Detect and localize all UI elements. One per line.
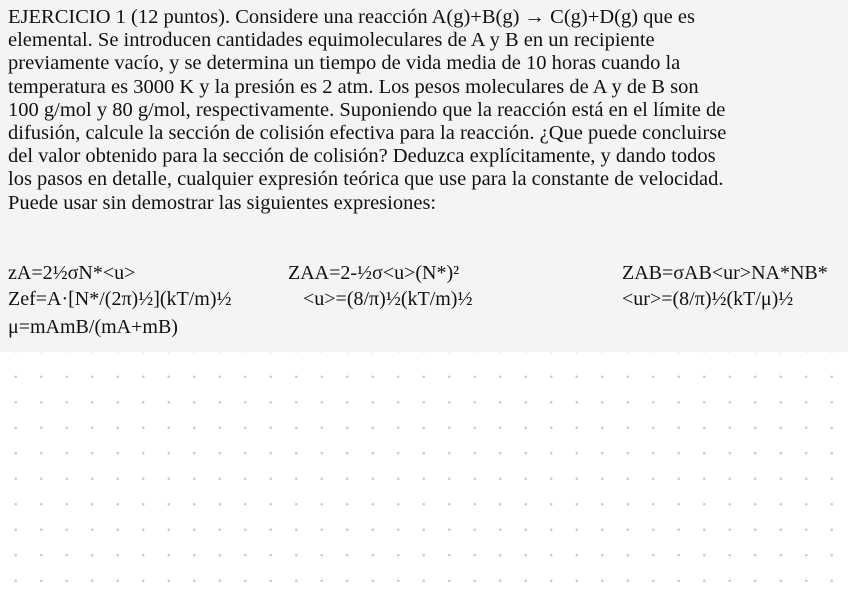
formula-mean-speed: <u>=(8/π)½(kT/m)½	[303, 288, 473, 310]
statement-line-7: del valor obtenido para la sección de colisión? Deduzca explícitamente, y dando todos	[8, 145, 716, 168]
statement-line-1: EJERCICIO 1 (12 puntos). Considere una reacción A(g)+B(g) → C(g)+D(g) que es	[8, 6, 695, 28]
statement-line-3: previamente vacío, y se determina un tiempo de vida media de 10 horas cuando la	[8, 52, 681, 75]
statement-line-6: difusión, calcule la sección de colisión efectiva para la reacción. ¿Que puede concluirse	[8, 122, 727, 145]
formula-za: zA=2½σN*<u>	[8, 262, 136, 284]
dotted-grid-area	[0, 352, 848, 599]
statement-line-2: elemental. Se introducen cantidades equimoleculares de A y B en un recipiente	[8, 29, 655, 52]
formula-mean-relative-speed: <ur>=(8/π)½(kT/μ)½	[622, 288, 794, 310]
formula-zaa: ZAA=2-½σ<u>(N*)²	[288, 262, 460, 284]
formula-zab: ZAB=σAB<ur>NA*NB*	[622, 262, 828, 284]
formula-zef: Zef=A·[N*/(2π)½](kT/m)½	[8, 288, 232, 310]
statement-line-9: Puede usar sin demostrar las siguientes expresiones:	[8, 191, 437, 214]
formula-reduced-mass: μ=mAmB/(mA+mB)	[8, 316, 178, 338]
statement-line-4: temperatura es 3000 K y la presión es 2 atm. Los pesos moleculares de A y de B son	[8, 75, 699, 98]
statement-line-8: los pasos en detalle, cualquier expresión teórica que use para la constante de velocidad.	[8, 168, 724, 191]
exercise-statement	[8, 6, 842, 215]
statement-line-5: 100 g/mol y 80 g/mol, respectivamente. Suponiendo que la reacción está en el límite de	[8, 98, 726, 121]
